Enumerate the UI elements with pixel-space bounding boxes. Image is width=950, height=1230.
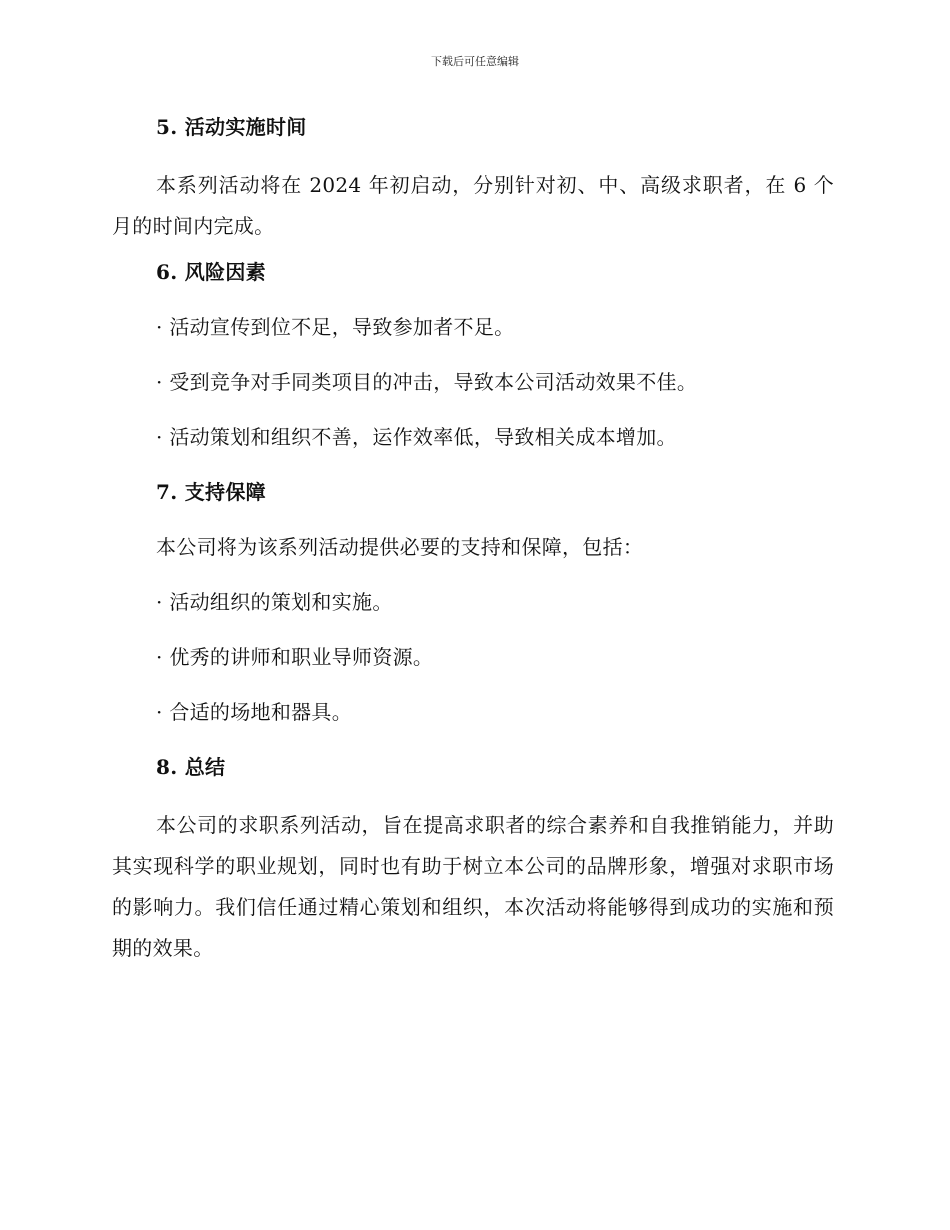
bullet-item: · 活动组织的策划和实施。 (156, 590, 393, 614)
bullet-item: · 优秀的讲师和职业导师资源。 (156, 645, 434, 669)
bullet-item: · 活动策划和组织不善，运作效率低，导致相关成本增加。 (156, 425, 677, 449)
document-body (112, 110, 834, 983)
section-paragraph: 本公司的求职系列活动，旨在提高求职者的综合素养和自我推销能力，并助其实现科学的职业规划，同时也有助于树立本公司的品牌形象，增强对求职市场的影响力。我们信任通过精心策划和组织，本次活动将能够得到成功的实施和预期的效果。 (112, 813, 834, 960)
section-paragraph: 本系列活动将在 2024 年初启动，分别针对初、中、高级求职者，在 6 个月的时间内完成。 (112, 173, 834, 238)
section-risk-factors (112, 255, 834, 454)
section-summary (112, 750, 834, 969)
section-heading: 8. 总结 (156, 755, 226, 779)
bullet-item: · 活动宣传到位不足，导致参加者不足。 (156, 315, 515, 339)
bullet-item: · 合适的场地和器具。 (156, 700, 353, 724)
page-header: 下载后可任意编辑 (431, 55, 519, 68)
section-heading: 7. 支持保障 (156, 480, 266, 504)
section-intro: 本公司将为该系列活动提供必要的支持和保障，包括： (156, 535, 644, 559)
bullet-item: · 受到竞争对手同类项目的冲击，导致本公司活动效果不佳。 (156, 370, 698, 394)
section-heading: 6. 风险因素 (156, 260, 266, 284)
section-heading: 5. 活动实施时间 (156, 115, 307, 139)
section-support (112, 475, 834, 729)
section-activity-schedule (112, 110, 834, 247)
